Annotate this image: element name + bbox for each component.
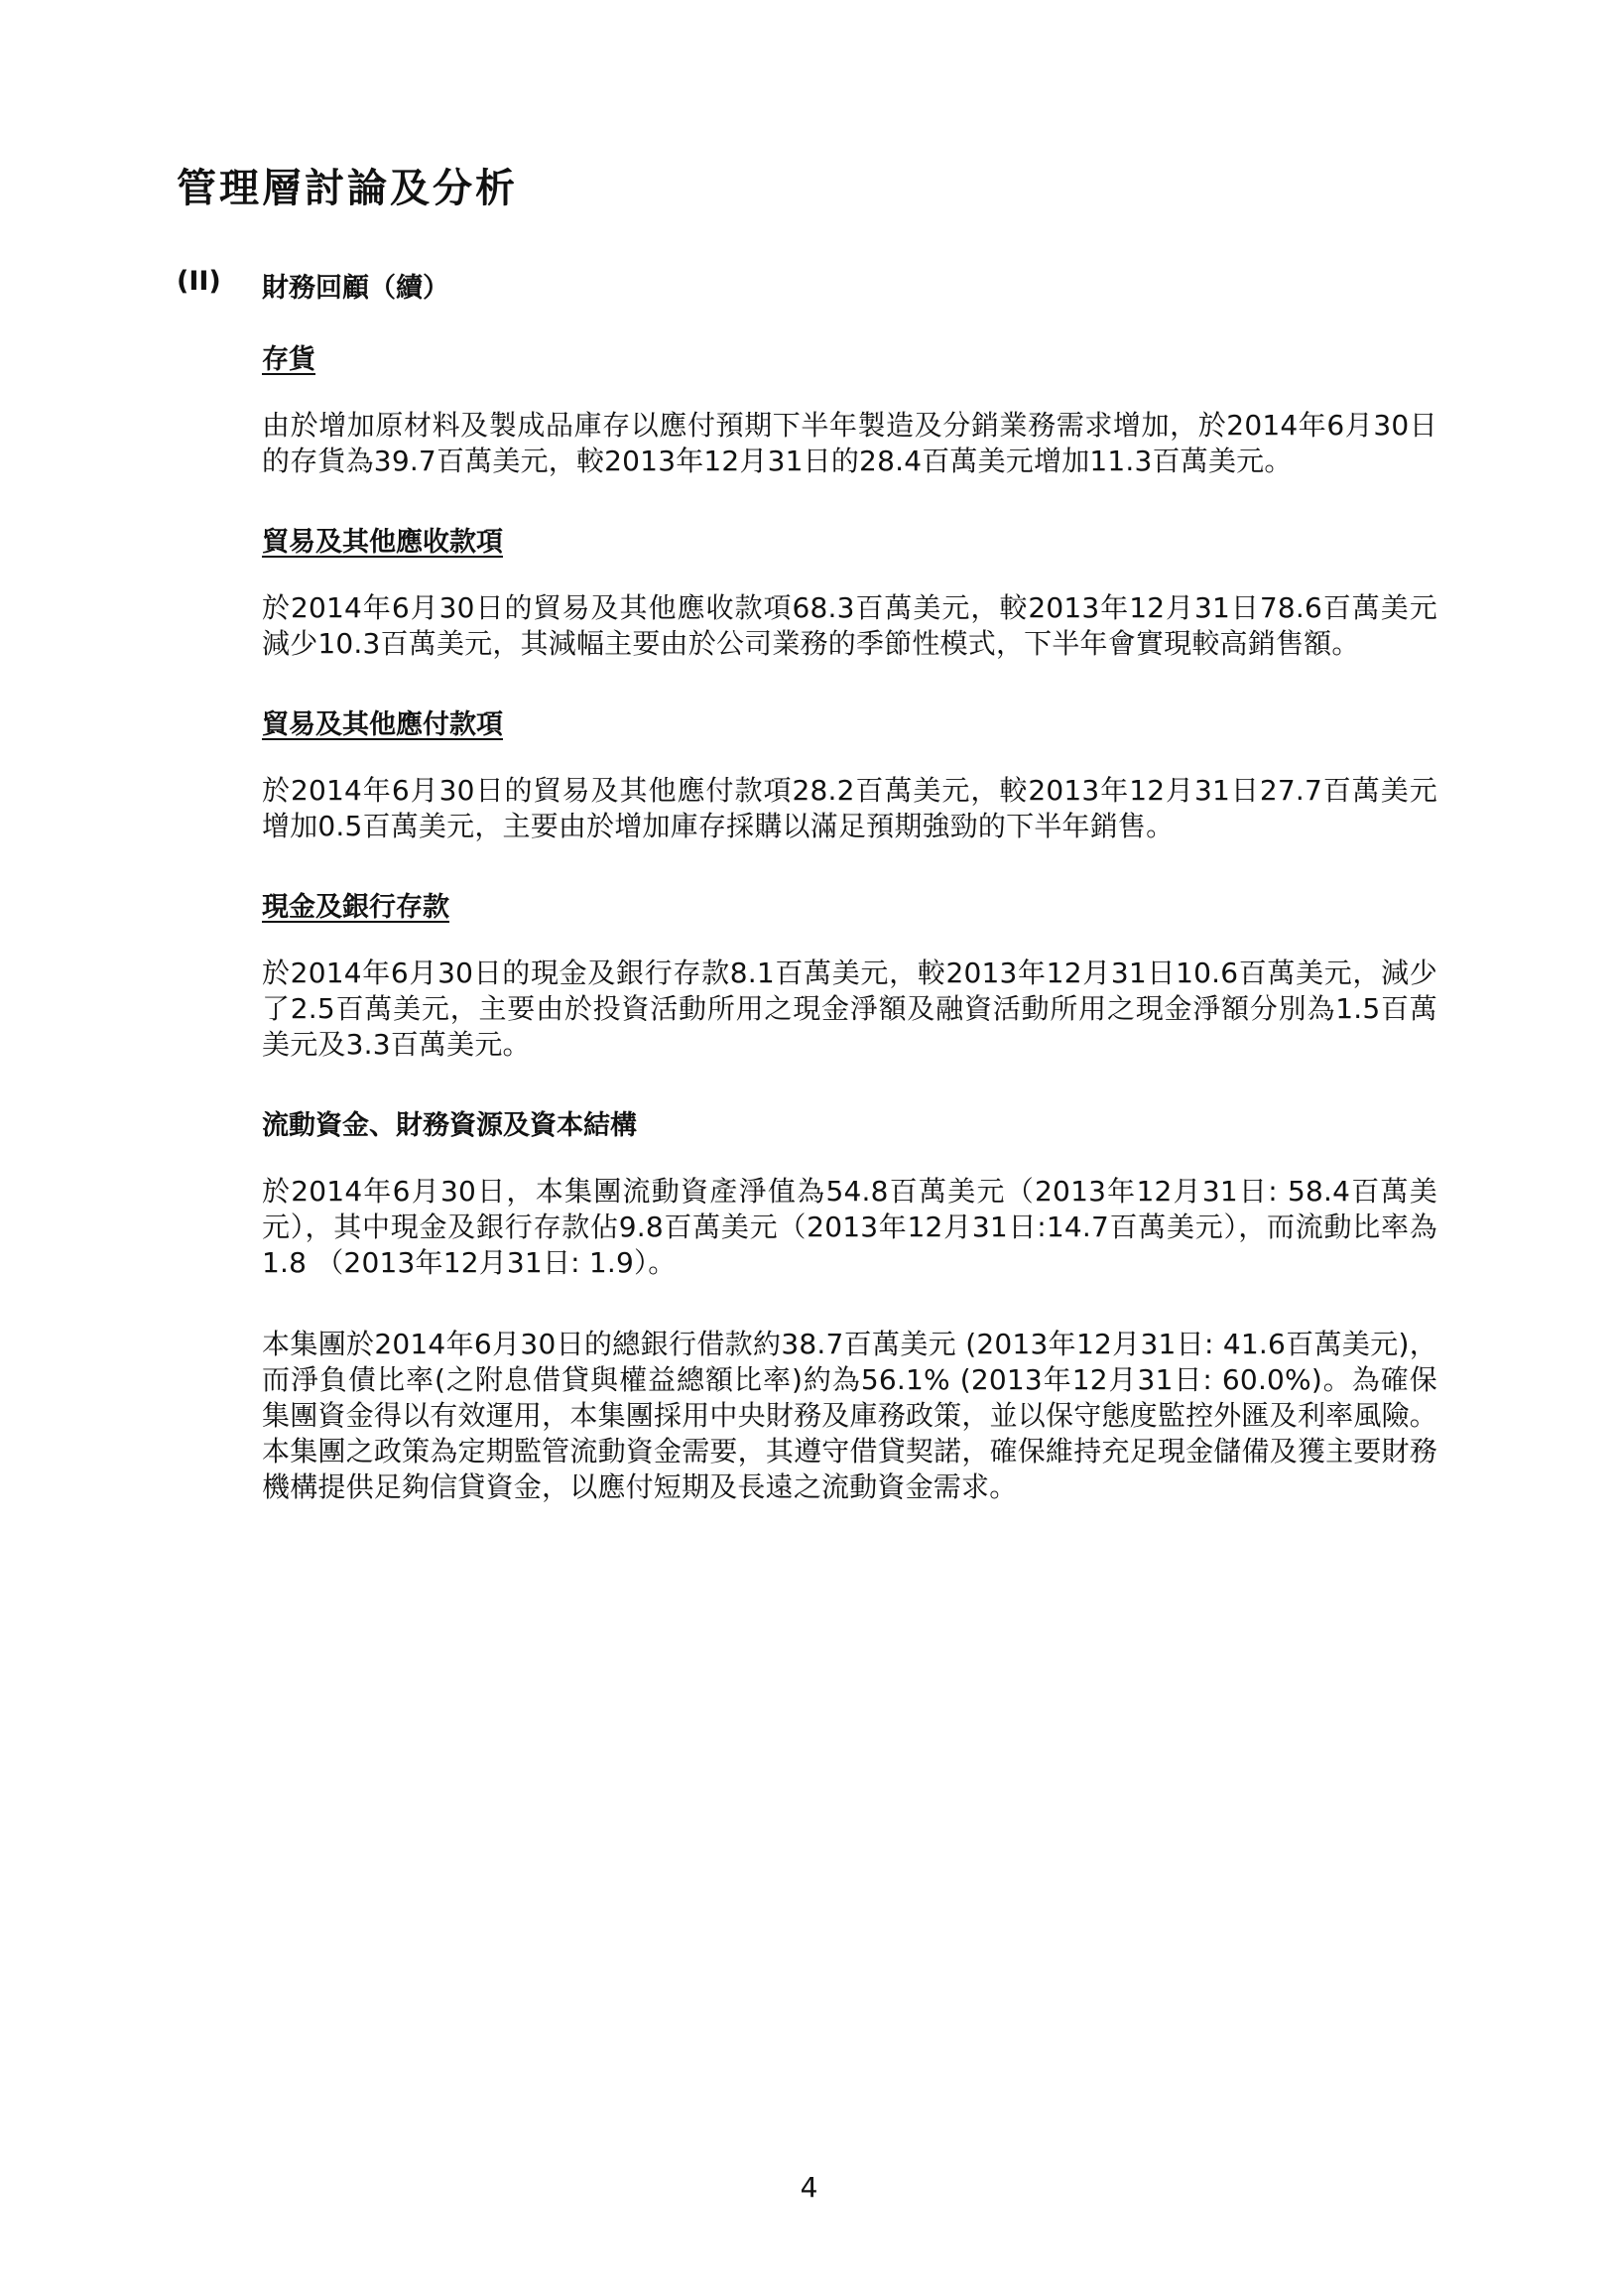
inventory-heading: 存貨 [262,344,315,375]
payables-paragraph: 於2014年6月30日的貿易及其他應付款項28.2百萬美元，較2013年12月31日27.7百萬美元增加0.5百萬美元，主要由於增加庫存採購以滿足預期強勁的下半年銷售。 [262,774,1437,842]
section-title: 財務回顧（續） [262,273,449,304]
payables-heading: 貿易及其他應付款項 [262,709,503,740]
cash-paragraph: 於2014年6月30日的現金及銀行存款8.1百萬美元，較2013年12月31日10.6百萬美元，減少了2.5百萬美元，主要由於投資活動所用之現金淨額及融資活動所用之現金淨額分別為1.5百萬美元及3.3百萬美元。 [262,957,1437,1061]
receivables-heading: 貿易及其他應收款項 [262,527,503,558]
page-number: 4 [800,2171,818,2204]
document-body [262,342,1437,1551]
receivables-block [262,525,1437,662]
cash-heading: 現金及銀行存款 [262,892,449,923]
payables-block [262,707,1437,844]
liquidity-heading: 流動資金、財務資源及資本結構 [262,1110,637,1141]
liquidity-paragraph-2: 本集團於2014年6月30日的總銀行借款約38.7百萬美元 (2013年12月31日: 41.6百萬美元)，而淨負債比率(之附息借貸與權益總額比率)約為56.1% (2013年12月31日: 60.0%)。為確保集團資金得以有效運用，本集團採用中央財務及庫務政策，並以保守態度監控外匯及利率風險。本集團之政策為定期監管流動資金需要，其遵守借貸契諾，確保維持充足現金儲備及獲主要財務機構提供足夠信貸資金，以應付短期及長遠之流動資金需求。 [262,1328,1437,1503]
inventory-block [262,342,1437,479]
receivables-paragraph: 於2014年6月30日的貿易及其他應收款項68.3百萬美元，較2013年12月31日78.6百萬美元減少10.3百萬美元，其減幅主要由於公司業務的季節性模式，下半年會實現較高銷售額。 [262,591,1437,660]
cash-block [262,890,1437,1063]
inventory-paragraph: 由於增加原材料及製成品庫存以應付預期下半年製造及分銷業務需求增加，於2014年6月30日的存貨為39.7百萬美元，較2013年12月31日的28.4百萬美元增加11.3百萬美元。 [262,409,1437,477]
section-heading [177,266,449,305]
liquidity-paragraph-1: 於2014年6月30日，本集團流動資產淨值為54.8百萬美元（2013年12月31日: 58.4百萬美元），其中現金及銀行存款佔9.8百萬美元（2013年12月31日:14.7百萬美元），而流動比率為1.8 （2013年12月31日: 1.9）。 [262,1175,1437,1279]
section-number: (II) [177,266,221,297]
liquidity-block [262,1108,1437,1505]
page-title: 管理層討論及分析 [177,166,518,211]
